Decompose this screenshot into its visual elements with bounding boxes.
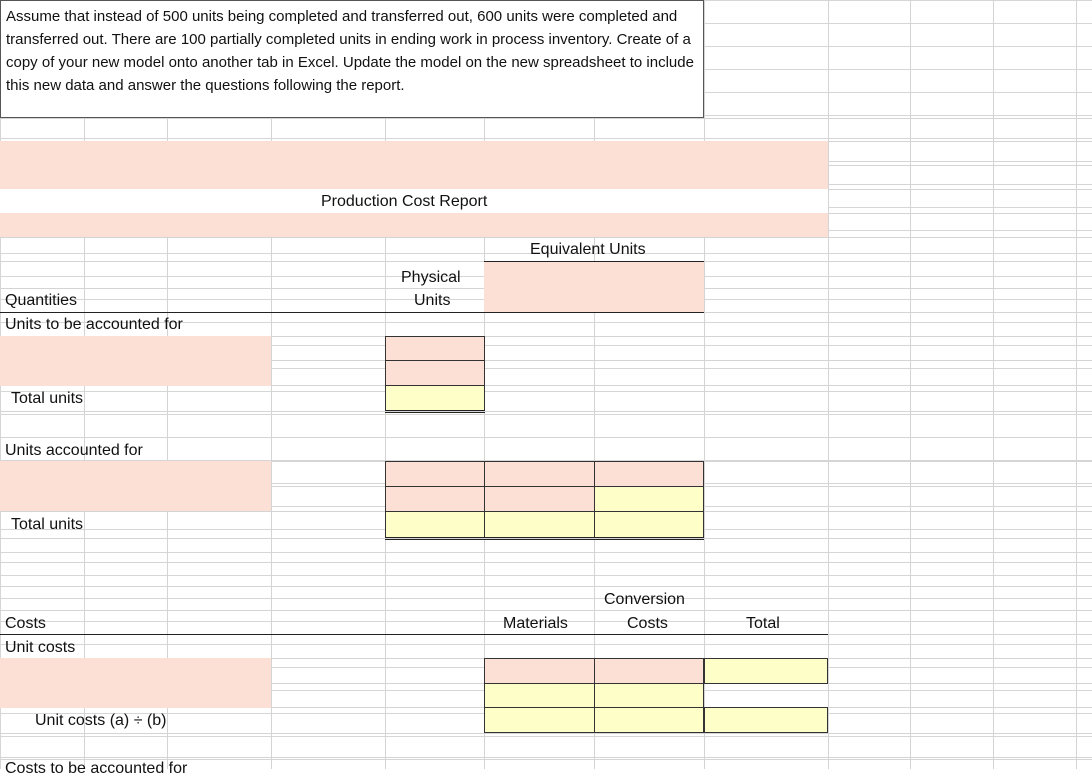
- accounted-materials-input-2[interactable]: [484, 486, 595, 512]
- total-units-physical-cell-1[interactable]: [385, 385, 485, 411]
- costs-to-be-accounted-label: Costs to be accounted for: [5, 760, 188, 777]
- physical-units-header-line2: Units: [414, 292, 451, 309]
- equivalent-units-header: Equivalent Units: [530, 241, 646, 258]
- total-header: Total: [746, 615, 780, 632]
- conversion-costs-header-line1: Conversion: [604, 591, 685, 608]
- equivalent-units-conversion-formula[interactable]: [594, 683, 704, 708]
- costs-label: Costs: [5, 615, 46, 632]
- physical-units-header-line1: Physical: [401, 269, 461, 286]
- unit-costs-formula-label: Unit costs (a) ÷ (b): [35, 712, 167, 729]
- unit-costs-materials-input[interactable]: [484, 658, 595, 684]
- accounted-conversion-formula-2[interactable]: [594, 486, 704, 512]
- unit-costs-label: Unit costs: [5, 639, 76, 656]
- units-accounted-label-cells[interactable]: [0, 461, 271, 511]
- title-banner-fill[interactable]: [0, 141, 828, 189]
- accounted-conversion-input-1[interactable]: [594, 461, 704, 487]
- materials-header: Materials: [503, 615, 568, 632]
- equivalent-units-label-cells[interactable]: [484, 262, 704, 312]
- equivalent-units-materials-formula[interactable]: [484, 683, 595, 708]
- report-title: Production Cost Report: [321, 193, 488, 210]
- accounted-materials-input-1[interactable]: [484, 461, 595, 487]
- unit-costs-conversion-input[interactable]: [594, 658, 704, 684]
- total-units-materials-cell[interactable]: [484, 511, 595, 538]
- accounted-physical-input-2[interactable]: [385, 486, 485, 512]
- unit-costs-total-formula[interactable]: [704, 658, 828, 684]
- units-to-be-accounted-label: Units to be accounted for: [5, 316, 183, 333]
- units-accounted-for-label: Units accounted for: [5, 442, 143, 459]
- total-units-physical-cell-2[interactable]: [385, 511, 485, 538]
- physical-units-input-2[interactable]: [385, 360, 485, 386]
- instructions-text: Assume that instead of 500 units being completed and transferred out, 600 units were completed and transferred out. There are 100 partially completed units in ending work in process inventory. Create of a copy of your new model onto another tab in Excel. Update the model on the new spreadsheet to include this new data and answer the questions following the report.: [0, 0, 704, 118]
- physical-units-input-1[interactable]: [385, 336, 485, 361]
- unit-cost-total-result[interactable]: [704, 707, 828, 733]
- subtitle-banner-fill[interactable]: [0, 213, 828, 237]
- units-to-be-accounted-label-cells[interactable]: [0, 336, 271, 386]
- conversion-costs-header-line2: Costs: [627, 615, 668, 632]
- unit-cost-conversion-result[interactable]: [594, 707, 704, 733]
- unit-costs-label-cells[interactable]: [0, 658, 271, 708]
- total-units-label-1: Total units: [11, 390, 84, 407]
- unit-cost-materials-result[interactable]: [484, 707, 595, 733]
- accounted-physical-input-1[interactable]: [385, 461, 485, 487]
- total-units-conversion-cell[interactable]: [594, 511, 704, 538]
- quantities-label: Quantities: [5, 292, 78, 309]
- total-units-label-2: Total units: [11, 516, 84, 533]
